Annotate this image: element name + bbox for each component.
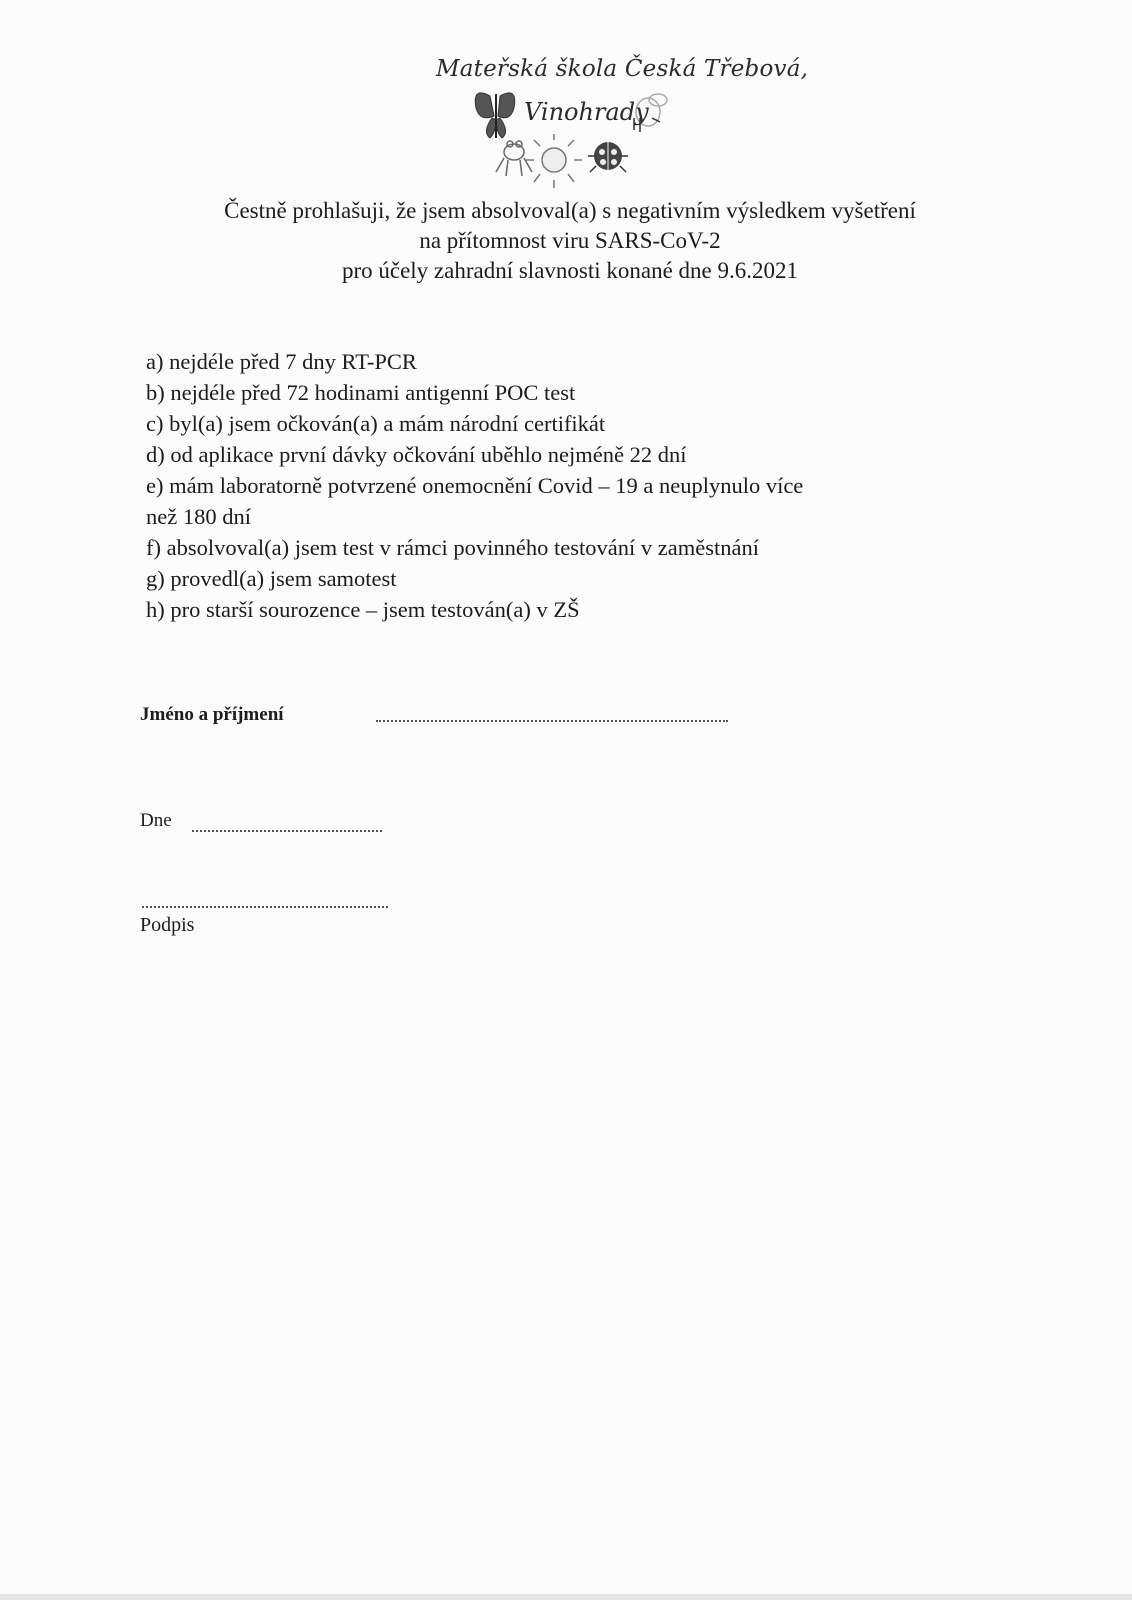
option-item: e) mám laboratorně potvrzené onemocnění Covid – 19 a neuplynulo více (146, 473, 804, 498)
name-label: Jméno a příjmení (140, 704, 284, 725)
name-field[interactable] (376, 700, 728, 722)
ladybug-icon (588, 142, 628, 172)
sun-icon (526, 134, 582, 188)
heading-line-2: na přítomnost viru SARS-CoV-2 (419, 228, 721, 253)
signature-field[interactable] (142, 886, 388, 908)
frog-icon (496, 141, 532, 176)
options-list (146, 346, 996, 625)
option-item: d) od aplikace první dávky očkování uběhlo nejméně 22 dní (146, 442, 687, 467)
option-item: c) byl(a) jsem očkován(a) a mám národní certifikát (146, 411, 606, 436)
option-item-continuation: než 180 dní (146, 504, 251, 529)
option-item: b) nejdéle před 72 hodinami antigenní POC test (146, 380, 576, 405)
butterfly-icon (475, 93, 514, 138)
signature-label: Podpis (140, 914, 195, 936)
heading-line-1: Čestně prohlašuji, že jsem absolvoval(a) s negativním výsledkem vyšetření (224, 198, 916, 223)
date-label: Dne (140, 810, 172, 831)
option-item: f) absolvoval(a) jsem test v rámci povinného testování v zaměstnání (146, 535, 759, 560)
declaration-heading (100, 196, 1040, 286)
option-item: h) pro starší sourozence – jsem testován(a) v ZŠ (146, 597, 580, 622)
heading-line-3: pro účely zahradní slavnosti konané dne 9.6.2021 (341, 258, 799, 283)
school-logo (420, 48, 809, 198)
date-field[interactable] (192, 810, 382, 832)
option-item: a) nejdéle před 7 dny RT-PCR (146, 349, 417, 374)
scan-edge (0, 1594, 1132, 1600)
logo-school-name: Mateřská škola Česká Třebová, (436, 56, 809, 82)
option-item: g) provedl(a) jsem samotest (146, 566, 397, 591)
logo-location: Vinohrady (524, 98, 649, 126)
